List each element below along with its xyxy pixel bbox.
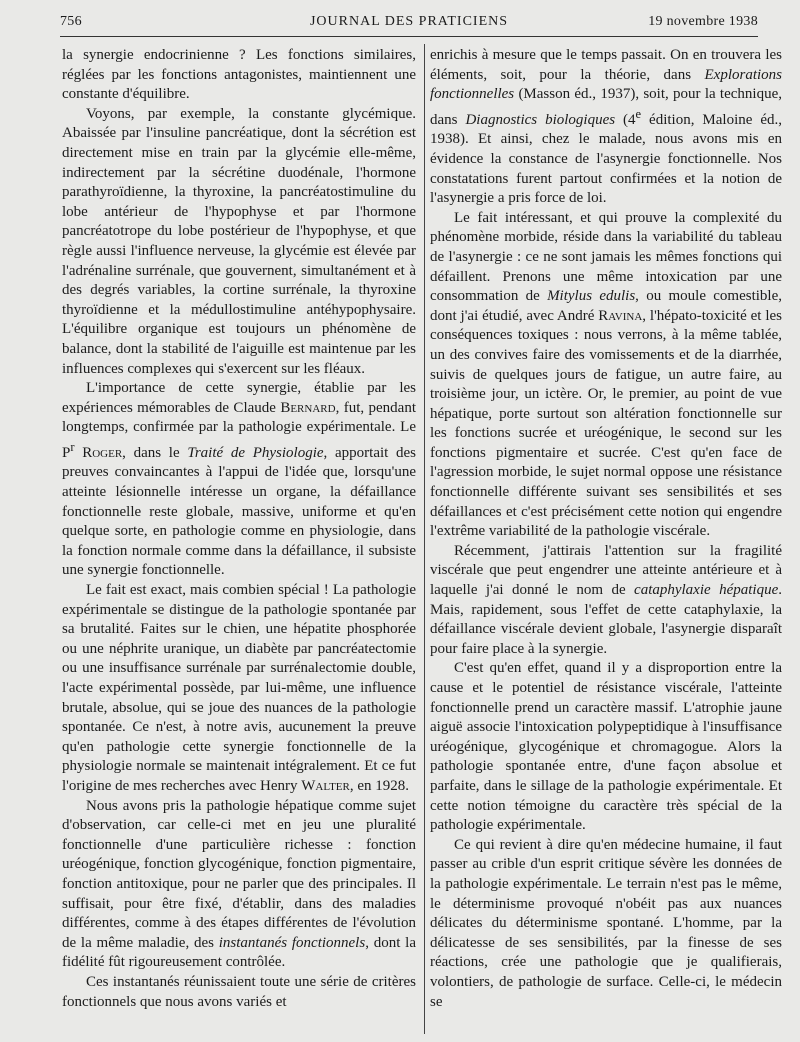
page-number: 756 — [60, 14, 82, 29]
paragraph: Ces instantanés réunissaient toute une série de critères fonctionnels que nous avons variés et — [62, 973, 416, 1010]
right-column — [430, 46, 782, 1012]
book-title: Diagnostics biologiques — [465, 111, 616, 128]
paragraph: Le fait est exact, mais combien spécial ! La pathologie expérimentale se distingue de la pathologie spontanée par sa brutalité. Faites sur le chien, une hépatite phosphorée ou une néphrite uranique, un diabète par pancréatectomie ou une insuffisance surrénale par surrénalectomie double, l'acte expérimental possède, par lui-même, une influence brutale, absolue, qui se joue des nuances de la pathologie spontanée. Ce n'est, à notre avis, aucunement la preuve qu'en pathologie cette synergie fonctionnelle de la physiologie normale se maintenait intégralement. Et ce fut l'origine de mes recherches avec Henry Walter, en 1928. — [62, 582, 416, 794]
paragraph: Voyons, par exemple, la constante glycémique. Abaissée par l'insuline pancréatique, dont la sécrétion est directement mise en train par la glycémie elle-même, indirectement par la sécrétine duodénale, l'hormone parathyroïdienne, la thyroxine, la pancréatostimuline du lobe antérieur de l'hypophyse et par l'hormone pancréatotrope du lobe postérieur de l'hypophyse, et que règle aussi l'influence nerveuse, la glycémie est élevée par l'adrénaline surrénale, que gouvernent, simultanément et à des degrés variables, la cortine surrénale, la thyroxine thyroïdienne et la médullostimuline antéhypophysaire. L'équilibre organique est toujours un phénomène de balance, dont la stabilité de l'aiguille est maintenue par les influences complexes qui s'exercent sur les fléaux. — [62, 105, 416, 377]
author-name: Walter — [301, 777, 350, 794]
left-column — [62, 46, 416, 1012]
issue-date: 19 novembre 1938 — [648, 14, 758, 29]
author-name: Roger — [82, 444, 123, 461]
book-title: Explorations fonctionnelles — [430, 66, 782, 103]
author-name: Bernard — [280, 399, 336, 416]
book-title: Traité de Physiologie — [187, 444, 324, 461]
emphasis: cataphylaxie hépatique — [634, 582, 779, 599]
paragraph: C'est qu'en effet, quand il y a disproportion entre la cause et le potentiel de résistance viscérale, l'atteinte fonctionnelle prend un caractère massif. L'atrophie jaune aiguë associe l'intoxication polypeptidique à l'insuffisance uréogénique, glycogénique et chromagogue. Alors la pathologie spontanée entre, d'une façon absolue et parfaite, dans le sillage de la pathologie expérimentale. Et cette notion témoigne du caractère très spécial de la pathologie expérimentale. — [430, 660, 782, 834]
species-name: Mitylus edulis — [547, 288, 636, 305]
paragraph: Récemment, j'attirais l'attention sur la fragilité viscérale que peut engendrer une atteinte antérieure et à laquelle j'ai donné le nom de cataphylaxie hépatique. Mais, rapidement, sous l'effet de cette cataphylaxie, la défaillance viscérale devient globale, l'asynergie disparaît pour faire place à la synergie. — [430, 542, 782, 657]
page-header — [60, 14, 758, 36]
paragraph: la synergie endocrinienne ? Les fonctions similaires, réglées par les fonctions antagonistes, maintiennent une constante d'équilibre. — [62, 47, 416, 103]
emphasis: instantanés fonctionnels — [218, 934, 366, 951]
journal-title: JOURNAL DES PRATICIENS — [309, 14, 509, 29]
column-divider — [424, 44, 425, 1034]
header-rule — [60, 36, 758, 37]
paragraph: Nous avons pris la pathologie hépatique comme sujet d'observation, car celle-ci met en jeu une pluralité fonctionnelle d'une particulière richesse : fonction uréogénique, fonction glycogénique, fonction pigmentaire, fonction antitoxique, pour ne parler que des principales. Il suffisait, pour être fixé, d'établir, dans des maladies différentes, comme à des étapes différentes de l'évolution de la même maladie, des instantanés fonctionnels, dont la fidélité fût rigoureusement contrôlée. — [62, 797, 416, 971]
paragraph: Ce qui revient à dire qu'en médecine humaine, il faut passer au crible d'un esprit critique sévère les données de la pathologie expérimentale. Le terrain n'est pas le même, le déterminisme provoqué n'obéit pas aux nuances délicates du déterminisme spontané. L'homme, par la délicatesse de ses sensibilités, par la finesse de ses réactions, crée une pathologie que je qualifierais, volontiers, de pathologie de surface. Celle-ci, le médecin se — [430, 836, 782, 1010]
paragraph: enrichis à mesure que le temps passait. On en trouvera les éléments, soit, pour la théorie, dans Explorations fonctionnelles (Masson éd., 1937), soit, pour la technique, dans Diagnostics biologiques (4e édition, Maloine éd., 1938). Et ainsi, chez le malade, nous avons mis en évidence la constance de l'asynergie fonctionnelle. Nos constatations furent partout confirmées et la notion de l'asynergie a pris force de loi. — [430, 47, 783, 207]
paragraph: L'importance de cette synergie, établie par les expériences mémorables de Claude Bernard, fut, pendant longtemps, confirmée par la pathologie expérimentale. Le $P^r$ Roger, dans le Traité de Physiologie, apportait des preuves convaincantes à l'appui de l'idée que, lorsqu'une atteinte lésionnelle intéresse un organe, la défaillance fonctionnelle reste globale, massive, uniforme et qu'en quelque sorte, en pathologie comme en physiologie, dans la fonction normale comme dans la défaillance, il subsiste une synergie fonctionnelle. — [62, 380, 416, 579]
author-name: Ravina — [598, 307, 643, 324]
paragraph: Le fait intéressant, et qui prouve la complexité du phénomène morbide, réside dans la variabilité du tableau de l'asynergie : ce ne sont jamais les mêmes fonctions qui défaillent. Prenons une même intoxication par une consommation de Mitylus edulis, ou moule comestible, dont j'ai étudié, avec André Ravina, l'hépato-toxicité et les conséquences toxiques : nous verrons, à la même tablée, un des convives faire des vomissements et de la diarrhée, suivis de quelques jours de fatigue, un autre faire, au troisième jour, un ictère. Or, le premier, au point de vue hépatique, porte surtout son altération fonctionnelle sur les fonctions sucrée et uréogénique, le second sur les fonctions pigmentaire et sucrée. C'est qu'en face de l'agression morbide, le sujet normal oppose une résistance fonctionnelle différente suivant ses sensibilités et ses défaillances et c'est précisément cette notion qui engendre l'extrême variabilité de la pathologie viscérale. — [430, 209, 782, 540]
